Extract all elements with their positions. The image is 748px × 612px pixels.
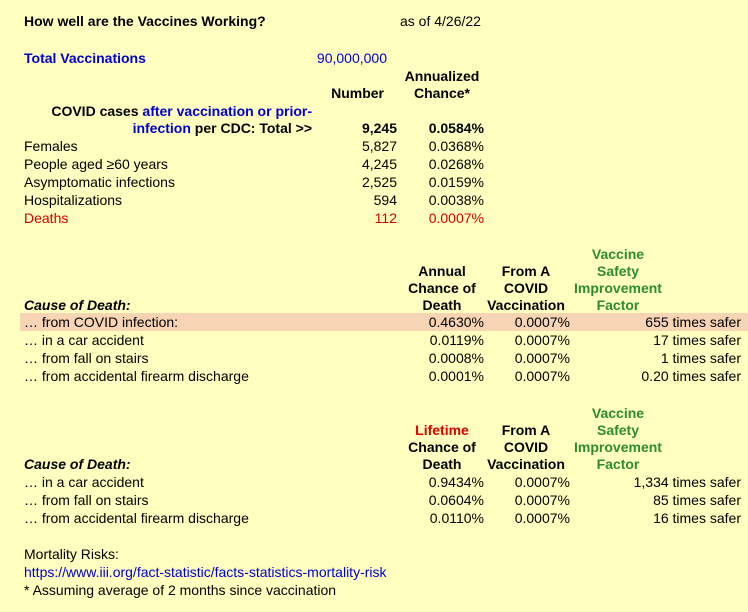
- total-vaccinations-value: 90,000,000: [316, 50, 387, 66]
- annual-row-label: … in a car accident: [24, 332, 144, 348]
- case-row-chance-deaths: 0.0007%: [428, 210, 484, 226]
- annual-chance-header-line3: Death: [422, 297, 462, 313]
- annual-factor-header-line4: Factor: [596, 297, 640, 313]
- as-of-date: as of 4/26/22: [400, 13, 481, 29]
- lifetime-row-label: … in a car accident: [24, 474, 144, 490]
- chance-column-header-line1: Annualized: [404, 68, 480, 84]
- cases-title-line2: [20, 119, 312, 137]
- total-vaccinations-label: Total Vaccinations: [24, 50, 146, 66]
- annual-row-chance: 0.0008%: [428, 350, 484, 366]
- case-row-number-deaths: 112: [374, 210, 397, 226]
- case-row-number: 2,525: [361, 174, 397, 190]
- annual-vaccine-header-line3: Vaccination: [487, 297, 565, 313]
- mortality-risks-link[interactable]: https://www.iii.org/fact-statistic/facts-statistics-mortality-risk: [24, 564, 387, 580]
- lifetime-row-chance: 0.0110%: [429, 510, 484, 526]
- lifetime-chance-header-line3: Death: [422, 456, 462, 472]
- lifetime-row-label: … from fall on stairs: [24, 492, 149, 508]
- annual-factor-header-line1: Vaccine: [591, 246, 645, 262]
- lifetime-row-chance: 0.0604%: [428, 492, 484, 508]
- annual-row-factor: 1 times safer: [660, 350, 741, 366]
- lifetime-factor-header-line2: Safety: [596, 422, 640, 438]
- page-title: How well are the Vaccines Working?: [24, 13, 266, 29]
- case-row-label: Hospitalizations: [24, 192, 123, 208]
- cases-title-part1: COVID cases: [51, 103, 143, 119]
- annual-row-vaccine: 0.0007%: [514, 314, 570, 330]
- annual-row-factor: 655 times safer: [645, 314, 741, 330]
- annual-row-chance: 0.4630%: [428, 314, 484, 330]
- case-row-chance: 0.0159%: [428, 174, 484, 190]
- lifetime-factor-header-line1: Vaccine: [591, 405, 645, 421]
- lifetime-cause-header: Cause of Death:: [24, 456, 131, 472]
- annual-cause-header: Cause of Death:: [24, 297, 131, 313]
- lifetime-row-vaccine: 0.0007%: [514, 492, 570, 508]
- annual-vaccine-header-line2: COVID: [503, 280, 549, 296]
- case-row-number: 5,827: [361, 138, 397, 154]
- case-row-label-deaths: Deaths: [24, 210, 69, 226]
- mortality-risks-label: Mortality Risks:: [24, 546, 119, 562]
- lifetime-factor-header-line4: Factor: [596, 456, 640, 472]
- cases-total-number: 9,245: [361, 120, 397, 136]
- lifetime-row-vaccine: 0.0007%: [514, 474, 570, 490]
- case-row-number: 594: [373, 192, 397, 208]
- annual-row-label: … from fall on stairs: [24, 350, 149, 366]
- annual-row-vaccine: 0.0007%: [514, 368, 570, 384]
- footnote: * Assuming average of 2 months since vaccination: [24, 582, 337, 598]
- lifetime-vaccine-header-line1: From A: [501, 422, 551, 438]
- cases-title-highlight2: infection: [132, 120, 191, 136]
- lifetime-row-factor: 16 times safer: [653, 510, 741, 526]
- chance-column-header-line2: Chance*: [413, 85, 471, 101]
- case-row-label: People aged ≥60 years: [24, 156, 168, 172]
- lifetime-factor-header-line3: Improvement: [574, 439, 662, 455]
- case-row-chance: 0.0368%: [428, 138, 484, 154]
- case-row-chance: 0.0268%: [428, 156, 484, 172]
- lifetime-chance-header-line1: Lifetime: [415, 422, 469, 438]
- cases-total-chance: 0.0584%: [428, 120, 484, 136]
- case-row-label: Females: [24, 138, 78, 154]
- lifetime-row-label: … from accidental firearm discharge: [24, 510, 249, 526]
- lifetime-vaccine-header-line2: COVID: [503, 439, 549, 455]
- lifetime-vaccine-header-line3: Vaccination: [487, 456, 565, 472]
- annual-row-factor: 0.20 times safer: [641, 368, 741, 384]
- lifetime-row-factor: 85 times safer: [653, 492, 741, 508]
- lifetime-row-chance: 0.9434%: [428, 474, 484, 490]
- case-row-number: 4,245: [361, 156, 397, 172]
- number-column-header: Number: [331, 85, 384, 101]
- case-row-label: Asymptomatic infections: [24, 174, 175, 190]
- annual-row-label: … from COVID infection:: [24, 314, 179, 330]
- annual-row-chance: 0.0001%: [428, 368, 484, 384]
- lifetime-row-factor: 1,334 times safer: [633, 474, 741, 490]
- annual-row-vaccine: 0.0007%: [514, 350, 570, 366]
- annual-factor-header-line2: Safety: [596, 263, 640, 279]
- lifetime-chance-header-line2: Chance of: [408, 439, 476, 455]
- annual-vaccine-header-line1: From A: [501, 263, 551, 279]
- cases-title-highlight1: after vaccination or prior-: [142, 103, 312, 119]
- lifetime-row-vaccine: 0.0007%: [514, 510, 570, 526]
- cases-title-part2: per CDC: Total >>: [190, 120, 312, 136]
- annual-row-chance: 0.0119%: [429, 332, 484, 348]
- case-row-chance: 0.0038%: [428, 192, 484, 208]
- annual-row-factor: 17 times safer: [653, 332, 741, 348]
- annual-chance-header-line1: Annual: [418, 263, 466, 279]
- annual-factor-header-line3: Improvement: [574, 280, 662, 296]
- annual-row-vaccine: 0.0007%: [514, 332, 570, 348]
- cases-title-line1: [20, 102, 312, 120]
- annual-chance-header-line2: Chance of: [408, 280, 476, 296]
- annual-row-label: … from accidental firearm discharge: [24, 368, 249, 384]
